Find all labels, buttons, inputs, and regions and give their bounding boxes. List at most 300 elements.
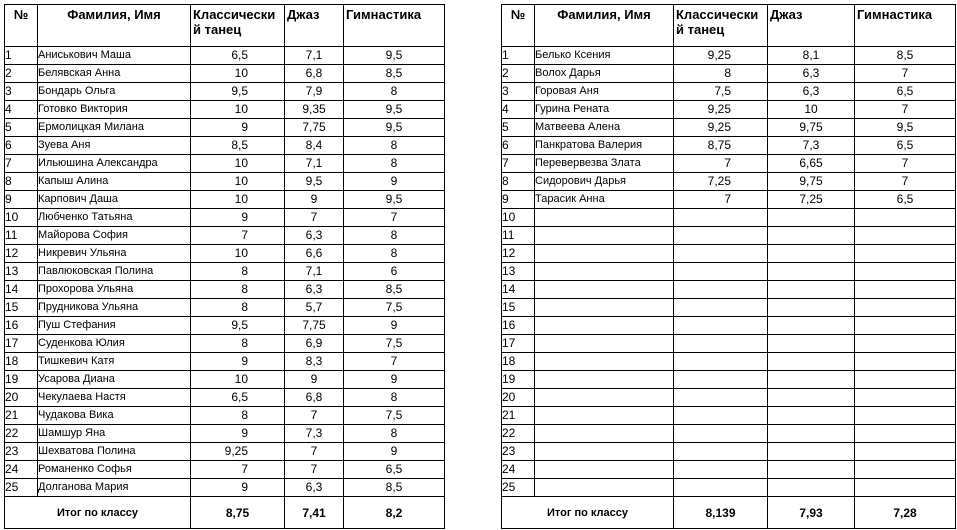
right-grades-table <box>501 4 956 529</box>
row-number: 13 <box>502 263 535 281</box>
gymnastics-score: 8 <box>344 83 445 101</box>
jazz-score: 10 <box>768 101 855 119</box>
row-number: 25 <box>5 479 38 497</box>
row-number: 12 <box>502 245 535 263</box>
table-row <box>502 461 956 479</box>
jazz-score: 5,7 <box>285 299 344 317</box>
student-name: Романенко Софья <box>38 461 191 479</box>
gymnastics-score: 9 <box>344 371 445 389</box>
header-gymnastics: Гимнастика <box>344 5 445 47</box>
student-name <box>535 281 674 299</box>
gymnastics-score <box>855 371 956 389</box>
student-name <box>535 353 674 371</box>
table-row <box>502 47 956 65</box>
row-number: 1 <box>502 47 535 65</box>
classical-dance-score <box>674 461 768 479</box>
class-total-jazz: 7,93 <box>768 497 855 529</box>
row-number: 15 <box>502 299 535 317</box>
student-name: Ильюшина Александра <box>38 155 191 173</box>
table-row <box>5 101 445 119</box>
jazz-score: 8,1 <box>768 47 855 65</box>
row-number: 2 <box>5 65 38 83</box>
row-number: 10 <box>502 209 535 227</box>
jazz-score <box>768 389 855 407</box>
student-name: Чудакова Вика <box>38 407 191 425</box>
student-name: Бондарь Ольга <box>38 83 191 101</box>
student-name: Волох Дарья <box>535 65 674 83</box>
student-name: Шамшур Яна <box>38 425 191 443</box>
student-name <box>535 209 674 227</box>
row-number: 8 <box>5 173 38 191</box>
table-row <box>502 317 956 335</box>
jazz-score <box>768 425 855 443</box>
row-number: 16 <box>502 317 535 335</box>
gymnastics-score <box>855 389 956 407</box>
student-name <box>535 425 674 443</box>
row-number: 16 <box>5 317 38 335</box>
gymnastics-score <box>855 425 956 443</box>
classical-dance-score: 8,75 <box>674 137 768 155</box>
classical-dance-score: 7 <box>191 461 285 479</box>
table-row <box>5 389 445 407</box>
gymnastics-score: 8 <box>344 245 445 263</box>
classical-dance-score: 10 <box>191 245 285 263</box>
student-name: Тарасик Анна <box>535 191 674 209</box>
student-name: Гурина Рената <box>535 101 674 119</box>
header-classical-dance: Классический танец <box>674 5 768 47</box>
table-row <box>502 101 956 119</box>
student-name: Ермолицкая Милана <box>38 119 191 137</box>
student-name <box>535 443 674 461</box>
student-name: Усарова Диана <box>38 371 191 389</box>
classical-dance-score: 7,25 <box>674 173 768 191</box>
classical-dance-score <box>674 353 768 371</box>
gymnastics-score <box>855 263 956 281</box>
student-name: Майорова София <box>38 227 191 245</box>
row-number: 22 <box>5 425 38 443</box>
header-name: Фамилия, Имя <box>535 5 674 47</box>
gymnastics-score: 7 <box>855 155 956 173</box>
table-row <box>5 335 445 353</box>
classical-dance-score <box>674 443 768 461</box>
jazz-score: 7,9 <box>285 83 344 101</box>
row-number: 4 <box>5 101 38 119</box>
row-number: 19 <box>5 371 38 389</box>
gymnastics-score: 8 <box>344 227 445 245</box>
header-jazz: Джаз <box>285 5 344 47</box>
table-row <box>5 371 445 389</box>
jazz-score: 7,3 <box>285 425 344 443</box>
classical-dance-score: 9,5 <box>191 317 285 335</box>
jazz-score: 6,9 <box>285 335 344 353</box>
row-number: 20 <box>502 389 535 407</box>
jazz-score: 6,8 <box>285 389 344 407</box>
classical-dance-score: 9 <box>191 119 285 137</box>
row-number: 24 <box>5 461 38 479</box>
table-row <box>502 191 956 209</box>
jazz-score: 9,35 <box>285 101 344 119</box>
jazz-score <box>768 245 855 263</box>
jazz-score <box>768 479 855 497</box>
classical-dance-score: 9,5 <box>191 83 285 101</box>
gymnastics-score: 7,5 <box>344 299 445 317</box>
student-name <box>535 371 674 389</box>
jazz-score: 7,1 <box>285 263 344 281</box>
gymnastics-score: 8 <box>344 137 445 155</box>
classical-dance-score <box>674 407 768 425</box>
classical-dance-score: 10 <box>191 371 285 389</box>
table-row <box>5 47 445 65</box>
table-row <box>5 245 445 263</box>
row-number: 21 <box>502 407 535 425</box>
table-row <box>5 65 445 83</box>
table-row <box>502 443 956 461</box>
row-number: 10 <box>5 209 38 227</box>
table-row <box>5 443 445 461</box>
jazz-score: 7,75 <box>285 317 344 335</box>
footer-row <box>5 497 445 529</box>
row-number: 23 <box>502 443 535 461</box>
jazz-score: 6,3 <box>285 281 344 299</box>
class-total-classical: 8,75 <box>191 497 285 529</box>
jazz-score: 6,3 <box>285 479 344 497</box>
header-jazz: Джаз <box>768 5 855 47</box>
gymnastics-score: 7,5 <box>344 335 445 353</box>
header-row <box>5 5 445 47</box>
gymnastics-score <box>855 227 956 245</box>
gymnastics-score: 7 <box>855 173 956 191</box>
table-row <box>502 371 956 389</box>
table-row <box>5 299 445 317</box>
student-name: Прохорова Ульяна <box>38 281 191 299</box>
jazz-score: 7 <box>285 461 344 479</box>
gymnastics-score: 9 <box>344 443 445 461</box>
student-name: Карпович Даша <box>38 191 191 209</box>
gymnastics-score: 9,5 <box>855 119 956 137</box>
gymnastics-score: 7 <box>344 353 445 371</box>
header-number: № <box>5 5 38 47</box>
row-number: 19 <box>502 371 535 389</box>
jazz-score <box>768 443 855 461</box>
jazz-score <box>768 209 855 227</box>
table-row <box>5 191 445 209</box>
student-name <box>535 461 674 479</box>
gymnastics-score: 7,5 <box>344 407 445 425</box>
gymnastics-score: 8,5 <box>344 65 445 83</box>
gymnastics-score <box>855 479 956 497</box>
classical-dance-score: 9 <box>191 209 285 227</box>
jazz-score: 7,1 <box>285 47 344 65</box>
classical-dance-score <box>674 281 768 299</box>
jazz-score <box>768 281 855 299</box>
table-row <box>502 173 956 191</box>
row-number: 17 <box>5 335 38 353</box>
row-number: 5 <box>502 119 535 137</box>
gymnastics-score: 9 <box>344 173 445 191</box>
classical-dance-score: 9 <box>191 425 285 443</box>
student-name <box>535 479 674 497</box>
student-name: Панкратова Валерия <box>535 137 674 155</box>
row-number: 7 <box>5 155 38 173</box>
classical-dance-score: 8 <box>191 281 285 299</box>
student-name: Перевервезва Злата <box>535 155 674 173</box>
table-row <box>502 335 956 353</box>
table-row <box>5 263 445 281</box>
student-name: Суденкова Юлия <box>38 335 191 353</box>
table-row <box>502 155 956 173</box>
gymnastics-score <box>855 299 956 317</box>
jazz-score: 7,1 <box>285 155 344 173</box>
student-name: Любченко Татьяна <box>38 209 191 227</box>
classical-dance-score <box>674 263 768 281</box>
gymnastics-score: 9,5 <box>344 191 445 209</box>
header-number: № <box>502 5 535 47</box>
student-name: Долганова Мария <box>38 479 191 497</box>
row-number: 8 <box>502 173 535 191</box>
table-row <box>5 461 445 479</box>
row-number: 22 <box>502 425 535 443</box>
classical-dance-score: 10 <box>191 173 285 191</box>
gymnastics-score: 8 <box>344 389 445 407</box>
table-row <box>502 389 956 407</box>
jazz-score: 9,75 <box>768 173 855 191</box>
classical-dance-score <box>674 317 768 335</box>
row-number: 3 <box>502 83 535 101</box>
classical-dance-score: 9,25 <box>674 101 768 119</box>
jazz-score: 9 <box>285 371 344 389</box>
classical-dance-score: 8 <box>191 407 285 425</box>
jazz-score <box>768 299 855 317</box>
classical-dance-score: 6,5 <box>191 47 285 65</box>
table-row <box>502 479 956 497</box>
student-name: Зуева Аня <box>38 137 191 155</box>
row-number: 15 <box>5 299 38 317</box>
row-number: 14 <box>502 281 535 299</box>
classical-dance-score <box>674 371 768 389</box>
student-name <box>535 389 674 407</box>
student-name <box>535 227 674 245</box>
classical-dance-score: 9,25 <box>674 119 768 137</box>
table-row <box>5 137 445 155</box>
gymnastics-score: 8,5 <box>344 479 445 497</box>
row-number: 9 <box>502 191 535 209</box>
jazz-score <box>768 263 855 281</box>
student-name <box>535 317 674 335</box>
classical-dance-score: 7 <box>674 155 768 173</box>
row-number: 4 <box>502 101 535 119</box>
jazz-score: 9,75 <box>768 119 855 137</box>
student-name: Белявская Анна <box>38 65 191 83</box>
row-number: 12 <box>5 245 38 263</box>
classical-dance-score: 10 <box>191 191 285 209</box>
gymnastics-score: 8,5 <box>855 47 956 65</box>
jazz-score: 6,6 <box>285 245 344 263</box>
gymnastics-score <box>855 407 956 425</box>
classical-dance-score: 9 <box>191 479 285 497</box>
class-total-classical: 8,139 <box>674 497 768 529</box>
row-number: 5 <box>5 119 38 137</box>
table-row <box>5 425 445 443</box>
jazz-score <box>768 371 855 389</box>
student-name: Пуш Стефания <box>38 317 191 335</box>
row-number: 1 <box>5 47 38 65</box>
class-total-gymnastics: 8,2 <box>344 497 445 529</box>
table-row <box>5 119 445 137</box>
jazz-score: 6,3 <box>768 65 855 83</box>
table-row <box>502 65 956 83</box>
student-name: Матвеева Алена <box>535 119 674 137</box>
gymnastics-score <box>855 335 956 353</box>
gymnastics-score: 8,5 <box>344 281 445 299</box>
gymnastics-score: 9,5 <box>344 119 445 137</box>
row-number: 3 <box>5 83 38 101</box>
jazz-score: 9 <box>285 191 344 209</box>
jazz-score <box>768 407 855 425</box>
classical-dance-score <box>674 335 768 353</box>
student-name: Шехватова Полина <box>38 443 191 461</box>
class-total-gymnastics: 7,28 <box>855 497 956 529</box>
classical-dance-score: 7 <box>191 227 285 245</box>
classical-dance-score <box>674 425 768 443</box>
student-name <box>535 263 674 281</box>
table-row <box>5 281 445 299</box>
gymnastics-score: 7 <box>344 209 445 227</box>
table-row <box>502 299 956 317</box>
student-name: Павлюковская Полина <box>38 263 191 281</box>
gymnastics-score <box>855 209 956 227</box>
header-name: Фамилия, Имя <box>38 5 191 47</box>
classical-dance-score: 8 <box>674 65 768 83</box>
gymnastics-score: 6,5 <box>344 461 445 479</box>
row-number: 9 <box>5 191 38 209</box>
classical-dance-score: 8 <box>191 335 285 353</box>
table-row <box>5 353 445 371</box>
table-row <box>5 407 445 425</box>
gymnastics-score: 6,5 <box>855 83 956 101</box>
student-name: Капыш Алина <box>38 173 191 191</box>
jazz-score <box>768 353 855 371</box>
gymnastics-score: 9 <box>344 317 445 335</box>
jazz-score: 7,3 <box>768 137 855 155</box>
classical-dance-score: 6,5 <box>191 389 285 407</box>
gymnastics-score: 9,5 <box>344 47 445 65</box>
jazz-score: 9,5 <box>285 173 344 191</box>
jazz-score: 7 <box>285 209 344 227</box>
class-total-label: Итог по классу <box>502 497 674 529</box>
classical-dance-score: 10 <box>191 155 285 173</box>
classical-dance-score: 9,25 <box>191 443 285 461</box>
student-name: Прудникова Ульяна <box>38 299 191 317</box>
classical-dance-score <box>674 245 768 263</box>
jazz-score: 8,3 <box>285 353 344 371</box>
classical-dance-score: 9 <box>191 353 285 371</box>
gymnastics-score <box>855 317 956 335</box>
gymnastics-score <box>855 461 956 479</box>
classical-dance-score <box>674 389 768 407</box>
jazz-score: 7,75 <box>285 119 344 137</box>
gymnastics-score: 6,5 <box>855 137 956 155</box>
jazz-score: 7 <box>285 443 344 461</box>
table-row <box>502 119 956 137</box>
student-name: Тишкевич Катя <box>38 353 191 371</box>
student-name: Чекулаева Настя <box>38 389 191 407</box>
gymnastics-score <box>855 353 956 371</box>
jazz-score: 6,3 <box>768 83 855 101</box>
jazz-score: 6,65 <box>768 155 855 173</box>
table-row <box>5 155 445 173</box>
row-number: 25 <box>502 479 535 497</box>
gymnastics-score <box>855 245 956 263</box>
classical-dance-score <box>674 479 768 497</box>
row-number: 7 <box>502 155 535 173</box>
row-number: 18 <box>502 353 535 371</box>
table-row <box>502 263 956 281</box>
classical-dance-score <box>674 209 768 227</box>
table-row <box>5 227 445 245</box>
table-row <box>502 227 956 245</box>
student-name: Никревич Ульяна <box>38 245 191 263</box>
table-row <box>502 83 956 101</box>
row-number: 6 <box>502 137 535 155</box>
gymnastics-score: 8 <box>344 425 445 443</box>
table-row <box>5 83 445 101</box>
classical-dance-score: 10 <box>191 65 285 83</box>
row-number: 18 <box>5 353 38 371</box>
table-row <box>502 425 956 443</box>
classical-dance-score: 8,5 <box>191 137 285 155</box>
gymnastics-score: 6,5 <box>855 191 956 209</box>
row-number: 17 <box>502 335 535 353</box>
student-name: Аниськович Маша <box>38 47 191 65</box>
student-name: Сидорович Дарья <box>535 173 674 191</box>
jazz-score: 6,3 <box>285 227 344 245</box>
classical-dance-score: 8 <box>191 299 285 317</box>
left-grades-table <box>4 4 445 529</box>
row-number: 24 <box>502 461 535 479</box>
student-name <box>535 299 674 317</box>
classical-dance-score <box>674 227 768 245</box>
footer-row <box>502 497 956 529</box>
student-name: Белько Ксения <box>535 47 674 65</box>
classical-dance-score: 9,25 <box>674 47 768 65</box>
student-name: Готовко Виктория <box>38 101 191 119</box>
row-number: 20 <box>5 389 38 407</box>
gymnastics-score: 6 <box>344 263 445 281</box>
jazz-score <box>768 317 855 335</box>
student-name <box>535 335 674 353</box>
gymnastics-score <box>855 443 956 461</box>
classical-dance-score: 8 <box>191 263 285 281</box>
jazz-score <box>768 461 855 479</box>
row-number: 13 <box>5 263 38 281</box>
table-row <box>502 245 956 263</box>
row-number: 23 <box>5 443 38 461</box>
gymnastics-score <box>855 281 956 299</box>
jazz-score: 8,4 <box>285 137 344 155</box>
student-name <box>535 245 674 263</box>
jazz-score: 7 <box>285 407 344 425</box>
row-number: 2 <box>502 65 535 83</box>
header-row <box>502 5 956 47</box>
jazz-score: 7,25 <box>768 191 855 209</box>
table-row <box>502 137 956 155</box>
table-row <box>502 281 956 299</box>
student-name <box>535 407 674 425</box>
table-row <box>5 479 445 497</box>
class-total-jazz: 7,41 <box>285 497 344 529</box>
header-classical-dance: Классический танец <box>191 5 285 47</box>
table-row <box>502 353 956 371</box>
